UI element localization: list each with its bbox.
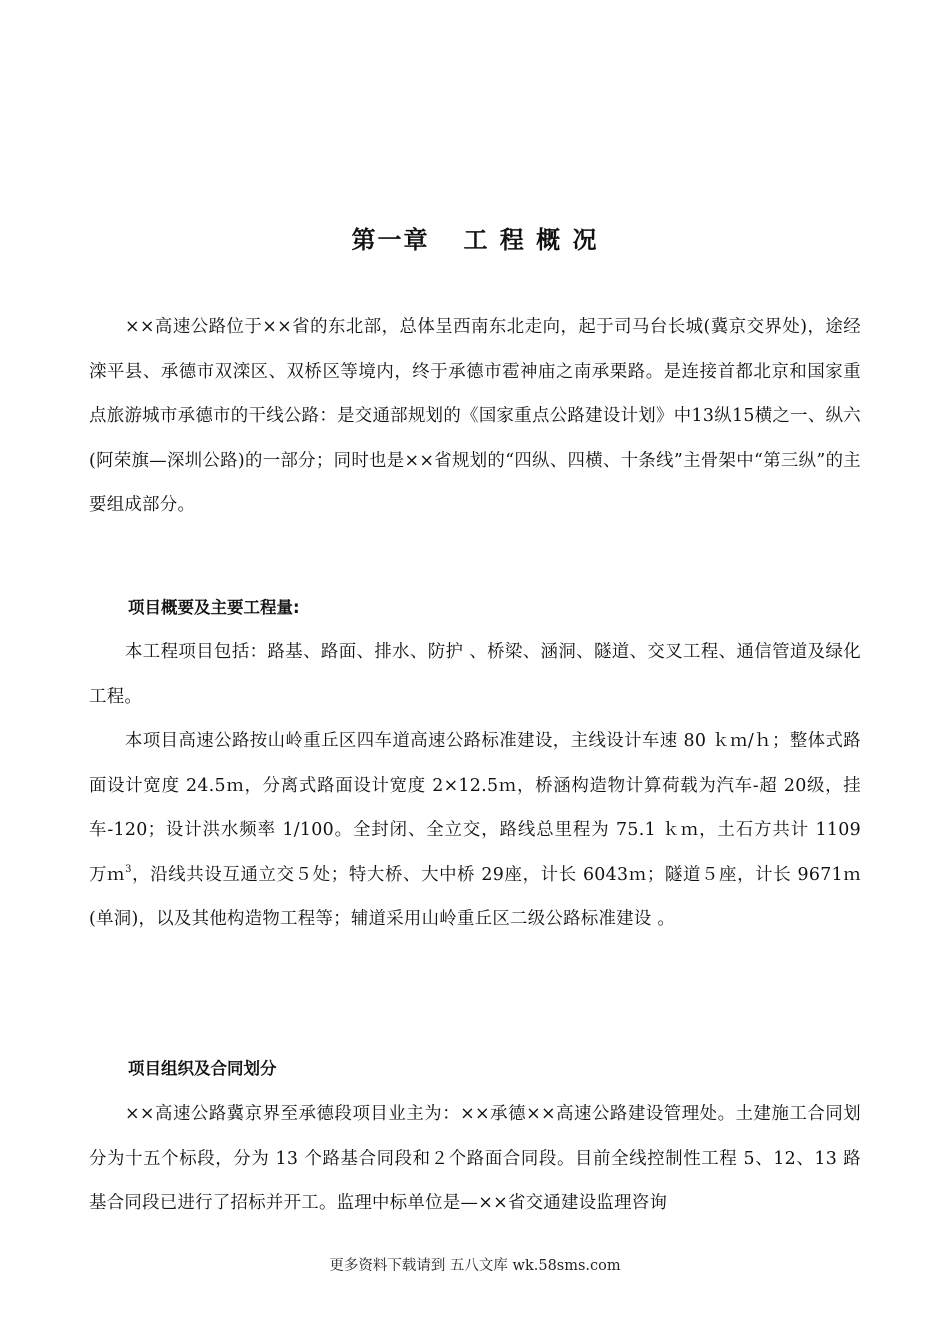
chapter-number: 第一章 bbox=[351, 226, 430, 254]
section-heading-overview: 项目概要及主要工程量: bbox=[128, 598, 300, 617]
superscript-cubic: 3 bbox=[125, 863, 132, 875]
scope-paragraph: 本工程项目包括：路基、路面、排水、防护 、桥梁、涵洞、隧道、交叉工程、通信管道及绿化工程。 bbox=[89, 642, 861, 707]
chapter-name: 工 程 概 况 bbox=[463, 226, 599, 254]
footer-text: 更多资料下载请到 五八文库 wk.58sms.com bbox=[329, 1258, 621, 1274]
organization-paragraph: ××高速公路冀京界至承德段项目业主为：××承德××高速公路建设管理处。土建施工合同划分为十五个标段，分为 13 个路基合同段和２个路面合同段。目前全线控制性工程 5、12、13 路基合同段已进行了招标并开工。监理中标单位是—××省交通建设监理咨询 bbox=[89, 1104, 861, 1214]
chapter-title bbox=[0, 220, 950, 255]
quantities-text-b: ，沿线共设互通立交５处；特大桥、大中桥 29座，计长 6043ｍ；隧道５座，计长 9671ｍ(单洞)，以及其他构造物工程等；辅道采用山岭重丘区二级公路标准建设 。 bbox=[89, 864, 861, 930]
intro-paragraph: ××高速公路位于××省的东北部，总体呈西南东北走向，起于司马台长城(冀京交界处)，途经滦平县、承德市双滦区、双桥区等境内，终于承德市雹神庙之南承栗路。是连接首都北京和国家重点旅游城市承德市的干线公路：是交通部规划的《国家重点公路建设计划》中13纵15横之一、纵六(阿荣旗—深圳公路)的一部分；同时也是××省规划的“四纵、四横、十条线”主骨架中“第三纵”的主要组成部分。 bbox=[89, 317, 861, 516]
quantities-text-a: 本项目高速公路按山岭重丘区四车道高速公路标准建设，主线设计车速 80 ｋｍ/ｈ；整体式路面设计宽度 24.5ｍ，分离式路面设计宽度 2×12.5ｍ，桥涵构造物计算荷载为汽车-超 20级，挂车-120；设计洪水频率 1/100。全封闭、全立交，路线总里程为 75.1 ｋｍ，土石方共计 1109 万ｍ bbox=[89, 731, 861, 885]
section-heading-organization: 项目组织及合同划分 bbox=[128, 1059, 277, 1078]
quantities-paragraph bbox=[89, 719, 861, 942]
